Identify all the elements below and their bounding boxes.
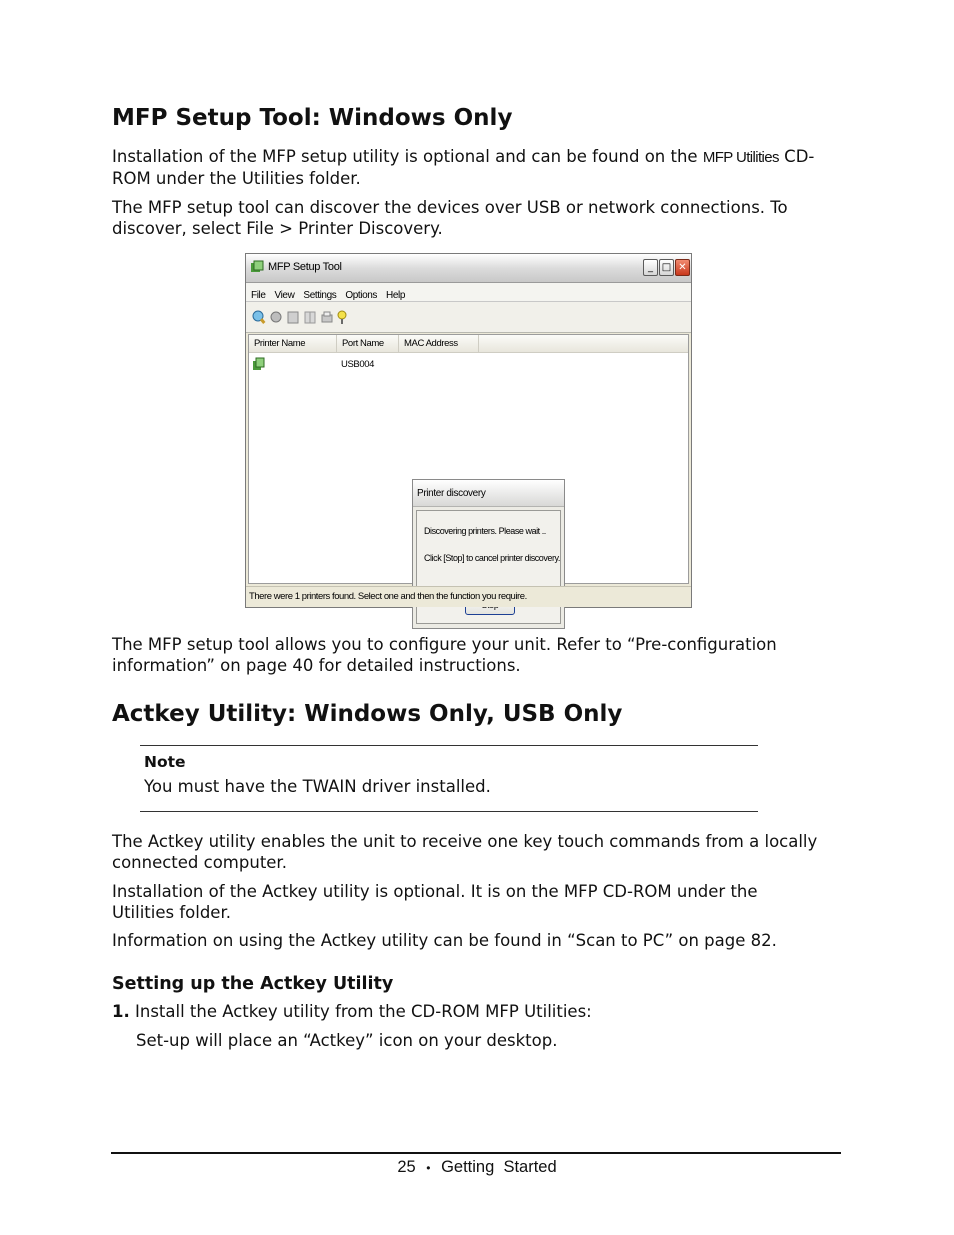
- mfp-install-text-a: Installation of the MFP setup utility is optional and can be found on the: [112, 147, 703, 166]
- mfp-utilities-name: MFP Utilities: [702, 149, 779, 166]
- help-icon[interactable]: [335, 309, 349, 325]
- printer-row-icon[interactable]: [252, 357, 266, 372]
- printer-icon[interactable]: [320, 309, 334, 325]
- column-mac-address[interactable]: MAC Address: [399, 335, 479, 353]
- step-1-detail: Set-up will place an “Actkey” icon on your desktop.: [136, 1031, 558, 1050]
- status-bar: [246, 586, 691, 607]
- printer-row-port[interactable]: USB004: [341, 359, 374, 370]
- mfp-configure-paragraph: The MFP setup tool allows you to configure your unit. Refer to “Pre-configuration information” on page 40 for detailed instructions.: [112, 635, 777, 675]
- section-heading-actkey-utility: Actkey Utility: Windows Only, USB Only: [112, 701, 623, 727]
- actkey-info-paragraph: Information on using the Actkey utility can be found in “Scan to PC” on page 82.: [112, 931, 777, 950]
- column-port-name[interactable]: Port Name: [337, 335, 399, 353]
- window-title: MFP Setup Tool: [268, 261, 342, 273]
- minimize-button[interactable]: _: [643, 259, 658, 276]
- actkey-enable-paragraph: The Actkey utility enables the unit to receive one key touch commands from a locally connected computer.: [112, 832, 818, 872]
- status-text: There were 1 printers found. Select one and then the function you require.: [249, 591, 527, 602]
- menu-options[interactable]: Options: [345, 290, 378, 301]
- page-number: 25: [397, 1158, 416, 1176]
- dialog-title: Printer discovery: [417, 488, 486, 499]
- setting-up-actkey-heading: Setting up the Actkey Utility: [112, 974, 394, 994]
- window-titlebar: [246, 254, 691, 283]
- footer-rule: [111, 1152, 841, 1154]
- network-icon[interactable]: [269, 309, 283, 325]
- mfp-install-paragraph: [112, 146, 842, 189]
- mfp-discover-paragraph: The MFP setup tool can discover the devices over USB or network connections. To discover, select File > Printer Discovery.: [112, 198, 788, 238]
- section-heading-mfp-setup-tool: MFP Setup Tool: Windows Only: [112, 105, 513, 131]
- settings-icon[interactable]: [286, 309, 300, 325]
- mfp-setup-tool-screenshot: [245, 253, 692, 608]
- footer-bullet: •: [426, 1161, 431, 1175]
- scan-icon[interactable]: [303, 309, 317, 325]
- note-bottom-rule: [140, 811, 758, 812]
- note-top-rule: [140, 745, 758, 746]
- dialog-message-stop-hint: Click [Stop] to cancel printer discovery.: [424, 553, 560, 563]
- dialog-message-discovering: Discovering printers. Please wait ..: [424, 526, 546, 536]
- step-1-number: 1.: [112, 1002, 130, 1021]
- mfp-install-text-line2: ROM under the Utilities folder.: [112, 169, 361, 188]
- menu-settings[interactable]: Settings: [303, 290, 337, 301]
- column-printer-name[interactable]: Printer Name: [249, 335, 337, 353]
- step-1: [112, 1001, 842, 1022]
- note-title: Note: [144, 753, 186, 771]
- menu-file[interactable]: File: [251, 290, 266, 301]
- menu-view[interactable]: View: [274, 290, 295, 301]
- menu-help[interactable]: Help: [386, 290, 405, 301]
- toolbar: [246, 302, 691, 333]
- page-footer: [0, 1158, 954, 1177]
- maximize-button[interactable]: □: [659, 259, 674, 276]
- note-body: You must have the TWAIN driver installed.: [144, 777, 491, 796]
- mfp-install-text-c: CD-: [778, 147, 815, 166]
- dialog-titlebar: [413, 480, 564, 507]
- step-1-text: Install the Actkey utility from the CD-ROM MFP Utilities:: [135, 1002, 592, 1021]
- discover-icon[interactable]: [252, 309, 266, 325]
- actkey-install-paragraph: Installation of the Actkey utility is optional. It is on the MFP CD-ROM under the Utilities folder.: [112, 882, 758, 922]
- menu-bar: [246, 283, 691, 302]
- app-icon: [250, 260, 264, 274]
- close-button[interactable]: ✕: [675, 259, 690, 276]
- footer-section: Getting Started: [441, 1158, 557, 1176]
- column-filler: [479, 335, 688, 353]
- printer-list[interactable]: [248, 334, 689, 584]
